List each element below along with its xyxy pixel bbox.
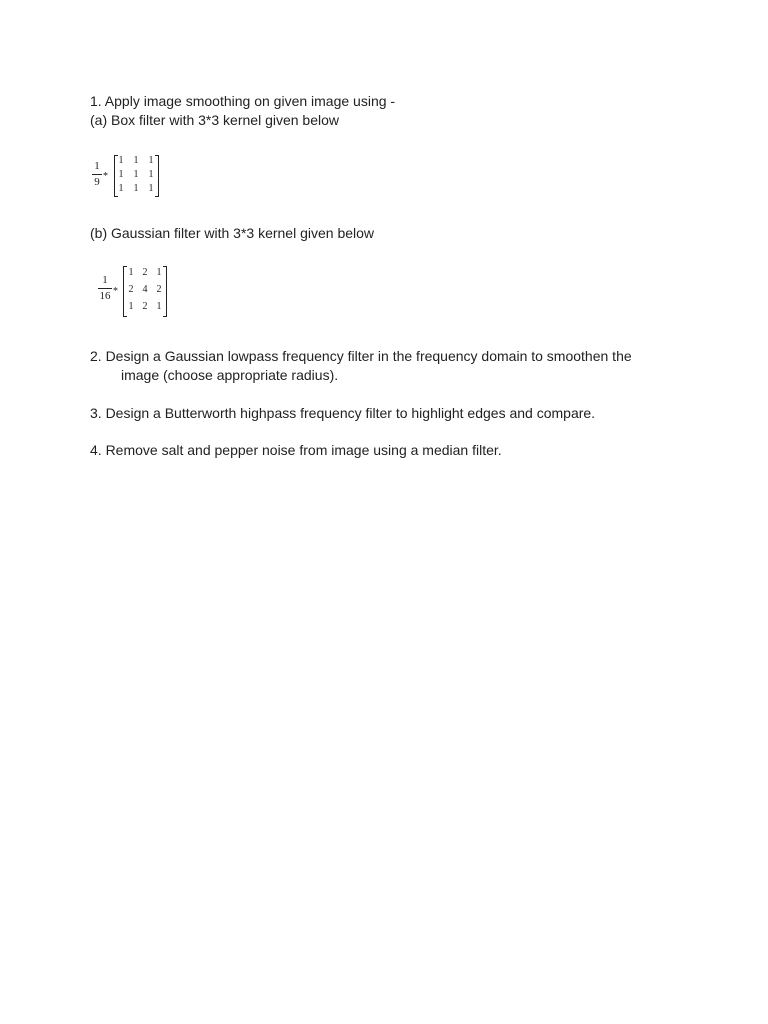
gaussian-kernel-cell: 4	[142, 284, 148, 295]
box-kernel-cell: 1	[148, 169, 154, 180]
gaussian-kernel-fraction	[98, 275, 112, 302]
gaussian-kernel-cell: 2	[156, 284, 162, 295]
box-kernel-cell: 1	[133, 169, 139, 180]
box-kernel-cell: 1	[133, 183, 139, 194]
question-1-part-b: (b) Gaussian filter with 3*3 kernel given below	[90, 225, 375, 241]
box-kernel-left-bracket	[114, 155, 118, 197]
question-2-line-2: image (choose appropriate radius).	[121, 367, 339, 383]
gaussian-kernel-cell: 1	[128, 301, 134, 312]
gaussian-kernel-numerator: 1	[102, 274, 108, 286]
gaussian-kernel-cell: 2	[128, 284, 134, 295]
box-kernel-cell: 1	[133, 155, 139, 166]
gaussian-kernel-right-bracket	[163, 266, 167, 317]
gaussian-kernel-operator: *	[113, 286, 118, 297]
question-4-text: 4. Remove salt and pepper noise from image using a median filter.	[90, 442, 502, 458]
gaussian-kernel-fraction-bar	[98, 288, 112, 289]
box-kernel-fraction-bar	[92, 174, 102, 175]
box-kernel-denominator: 9	[94, 176, 100, 188]
question-1-title: 1. Apply image smoothing on given image using -	[90, 93, 396, 109]
question-1-part-a: (a) Box filter with 3*3 kernel given below	[90, 112, 340, 128]
gaussian-kernel-denominator: 16	[99, 290, 111, 302]
box-kernel-operator: *	[103, 171, 108, 182]
gaussian-kernel-cell: 1	[156, 267, 162, 278]
box-kernel-right-bracket	[155, 155, 159, 197]
question-2-line-1: 2. Design a Gaussian lowpass frequency filter in the frequency domain to smoothen the	[90, 348, 632, 364]
gaussian-kernel-left-bracket	[123, 266, 127, 317]
box-kernel-cell: 1	[148, 183, 154, 194]
box-kernel-cell: 1	[118, 155, 124, 166]
box-kernel-fraction	[92, 161, 102, 188]
box-kernel-cell: 1	[118, 169, 124, 180]
gaussian-kernel-cell: 2	[142, 301, 148, 312]
box-kernel-cell: 1	[118, 183, 124, 194]
gaussian-kernel-cell: 2	[142, 267, 148, 278]
gaussian-kernel-cell: 1	[156, 301, 162, 312]
question-3-text: 3. Design a Butterworth highpass frequency filter to highlight edges and compare.	[90, 405, 596, 421]
gaussian-kernel-cell: 1	[128, 267, 134, 278]
box-kernel-numerator: 1	[94, 160, 100, 172]
box-kernel-cell: 1	[148, 155, 154, 166]
